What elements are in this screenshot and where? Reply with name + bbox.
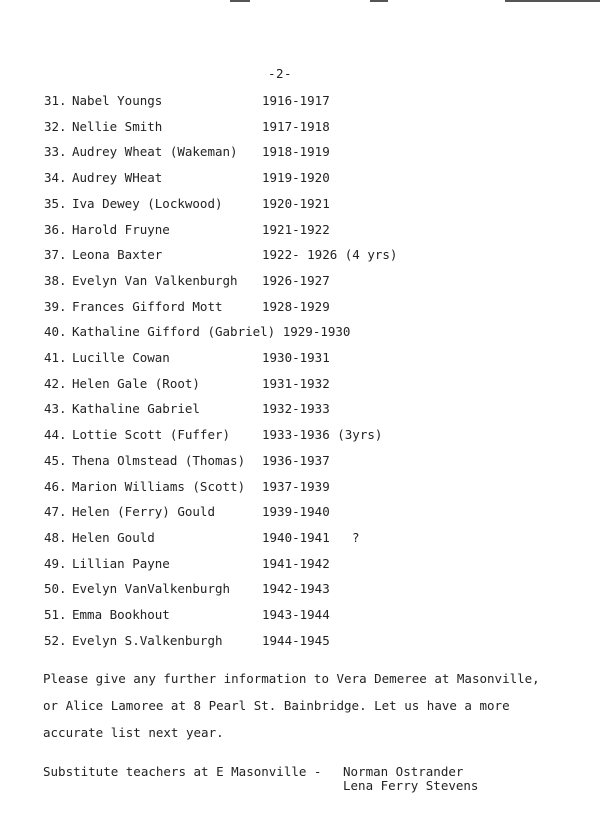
teacher-row: [0, 556, 600, 578]
teacher-years: 1944-1945: [262, 633, 330, 648]
teacher-row: [0, 530, 600, 552]
teacher-number: 37.: [44, 247, 67, 262]
teacher-row: [0, 299, 600, 321]
teacher-row: [0, 376, 600, 398]
teacher-name: Frances Gifford Mott: [72, 299, 223, 314]
teacher-years: 1942-1943: [262, 581, 330, 596]
teacher-number: 31.: [44, 93, 67, 108]
teacher-row: [0, 427, 600, 449]
teacher-years: 1930-1931: [262, 350, 330, 365]
teacher-years: 1928-1929: [262, 299, 330, 314]
teacher-years: 1937-1939: [262, 479, 330, 494]
teacher-years: 1920-1921: [262, 196, 330, 211]
teacher-row: [0, 453, 600, 475]
teacher-number: 46.: [44, 479, 67, 494]
teacher-name: Audrey WHeat: [72, 170, 163, 185]
teacher-years: 1939-1940: [262, 504, 330, 519]
scan-edge-mark: [505, 0, 600, 2]
teacher-row: [0, 350, 600, 372]
teacher-name: Lillian Payne: [72, 556, 170, 571]
teacher-years: 1916-1917: [262, 93, 330, 108]
teacher-number: 42.: [44, 376, 67, 391]
teacher-name: Thena Olmstead (Thomas): [72, 453, 246, 468]
teacher-name: Kathaline Gifford (Gabriel) 1929-1930: [72, 324, 351, 339]
teacher-number: 36.: [44, 222, 67, 237]
teacher-name: Lucille Cowan: [72, 350, 170, 365]
teacher-row: [0, 581, 600, 603]
substitute-name-2: Lena Ferry Stevens: [343, 778, 479, 793]
teacher-years: 1940-1941: [262, 530, 330, 545]
substitute-name-1: Norman Ostrander: [343, 764, 464, 779]
teacher-name: Helen (Ferry) Gould: [72, 504, 215, 519]
teacher-row: [0, 144, 600, 166]
teacher-row: [0, 247, 600, 269]
teacher-years: 1941-1942: [262, 556, 330, 571]
teacher-name: Emma Bookhout: [72, 607, 170, 622]
teacher-row: [0, 633, 600, 655]
teacher-name: Marion Williams (Scott): [72, 479, 246, 494]
teacher-years: 1917-1918: [262, 119, 330, 134]
teacher-row: [0, 119, 600, 141]
teacher-years: 1931-1932: [262, 376, 330, 391]
teacher-row: [0, 273, 600, 295]
footer-line-3: accurate list next year.: [43, 725, 224, 740]
teacher-number: 51.: [44, 607, 67, 622]
teacher-number: 35.: [44, 196, 67, 211]
teacher-number: 45.: [44, 453, 67, 468]
teacher-name: Kathaline Gabriel: [72, 401, 200, 416]
teacher-name: Evelyn S.Valkenburgh: [72, 633, 223, 648]
teacher-name: Harold Fruyne: [72, 222, 170, 237]
teacher-years: 1922- 1926 (4 yrs): [262, 247, 398, 262]
teacher-number: 33.: [44, 144, 67, 159]
teacher-number: 52.: [44, 633, 67, 648]
teacher-note: ?: [352, 530, 360, 545]
teacher-row: [0, 504, 600, 526]
teacher-number: 47.: [44, 504, 67, 519]
teacher-row: [0, 324, 600, 346]
teacher-years: 1918-1919: [262, 144, 330, 159]
teacher-number: 32.: [44, 119, 67, 134]
page-number: -2-: [268, 66, 293, 81]
teacher-name: Audrey Wheat (Wakeman): [72, 144, 238, 159]
teacher-number: 48.: [44, 530, 67, 545]
teacher-number: 40.: [44, 324, 67, 339]
teacher-row: [0, 479, 600, 501]
teacher-name: Nabel Youngs: [72, 93, 163, 108]
teacher-number: 39.: [44, 299, 67, 314]
teacher-years: 1943-1944: [262, 607, 330, 622]
footer-line-1: Please give any further information to Vera Demeree at Masonville,: [43, 671, 540, 686]
teacher-name: Leona Baxter: [72, 247, 163, 262]
teacher-number: 44.: [44, 427, 67, 442]
teacher-years: 1932-1933: [262, 401, 330, 416]
teacher-years: 1926-1927: [262, 273, 330, 288]
teacher-row: [0, 93, 600, 115]
teacher-number: 38.: [44, 273, 67, 288]
substitute-label: Substitute teachers at E Masonville -: [43, 764, 322, 779]
teacher-name: Evelyn VanValkenburgh: [72, 581, 231, 596]
teacher-name: Helen Gale (Root): [72, 376, 200, 391]
teacher-row: [0, 196, 600, 218]
teacher-name: Evelyn Van Valkenburgh: [72, 273, 238, 288]
teacher-years: 1933-1936 (3yrs): [262, 427, 383, 442]
teacher-name: Lottie Scott (Fuffer): [72, 427, 231, 442]
scan-edge-mark: [230, 0, 250, 2]
scan-edge-mark: [370, 0, 388, 2]
teacher-years: 1919-1920: [262, 170, 330, 185]
teacher-number: 41.: [44, 350, 67, 365]
teacher-years: 1921-1922: [262, 222, 330, 237]
teacher-name: Nellie Smith: [72, 119, 163, 134]
teacher-name: Helen Gould: [72, 530, 155, 545]
teacher-number: 50.: [44, 581, 67, 596]
teacher-number: 43.: [44, 401, 67, 416]
teacher-name: Iva Dewey (Lockwood): [72, 196, 223, 211]
teacher-row: [0, 607, 600, 629]
teacher-years: 1936-1937: [262, 453, 330, 468]
teacher-number: 49.: [44, 556, 67, 571]
footer-line-2: or Alice Lamoree at 8 Pearl St. Bainbridge. Let us have a more: [43, 698, 510, 713]
teacher-row: [0, 170, 600, 192]
teacher-row: [0, 222, 600, 244]
teacher-row: [0, 401, 600, 423]
teacher-number: 34.: [44, 170, 67, 185]
